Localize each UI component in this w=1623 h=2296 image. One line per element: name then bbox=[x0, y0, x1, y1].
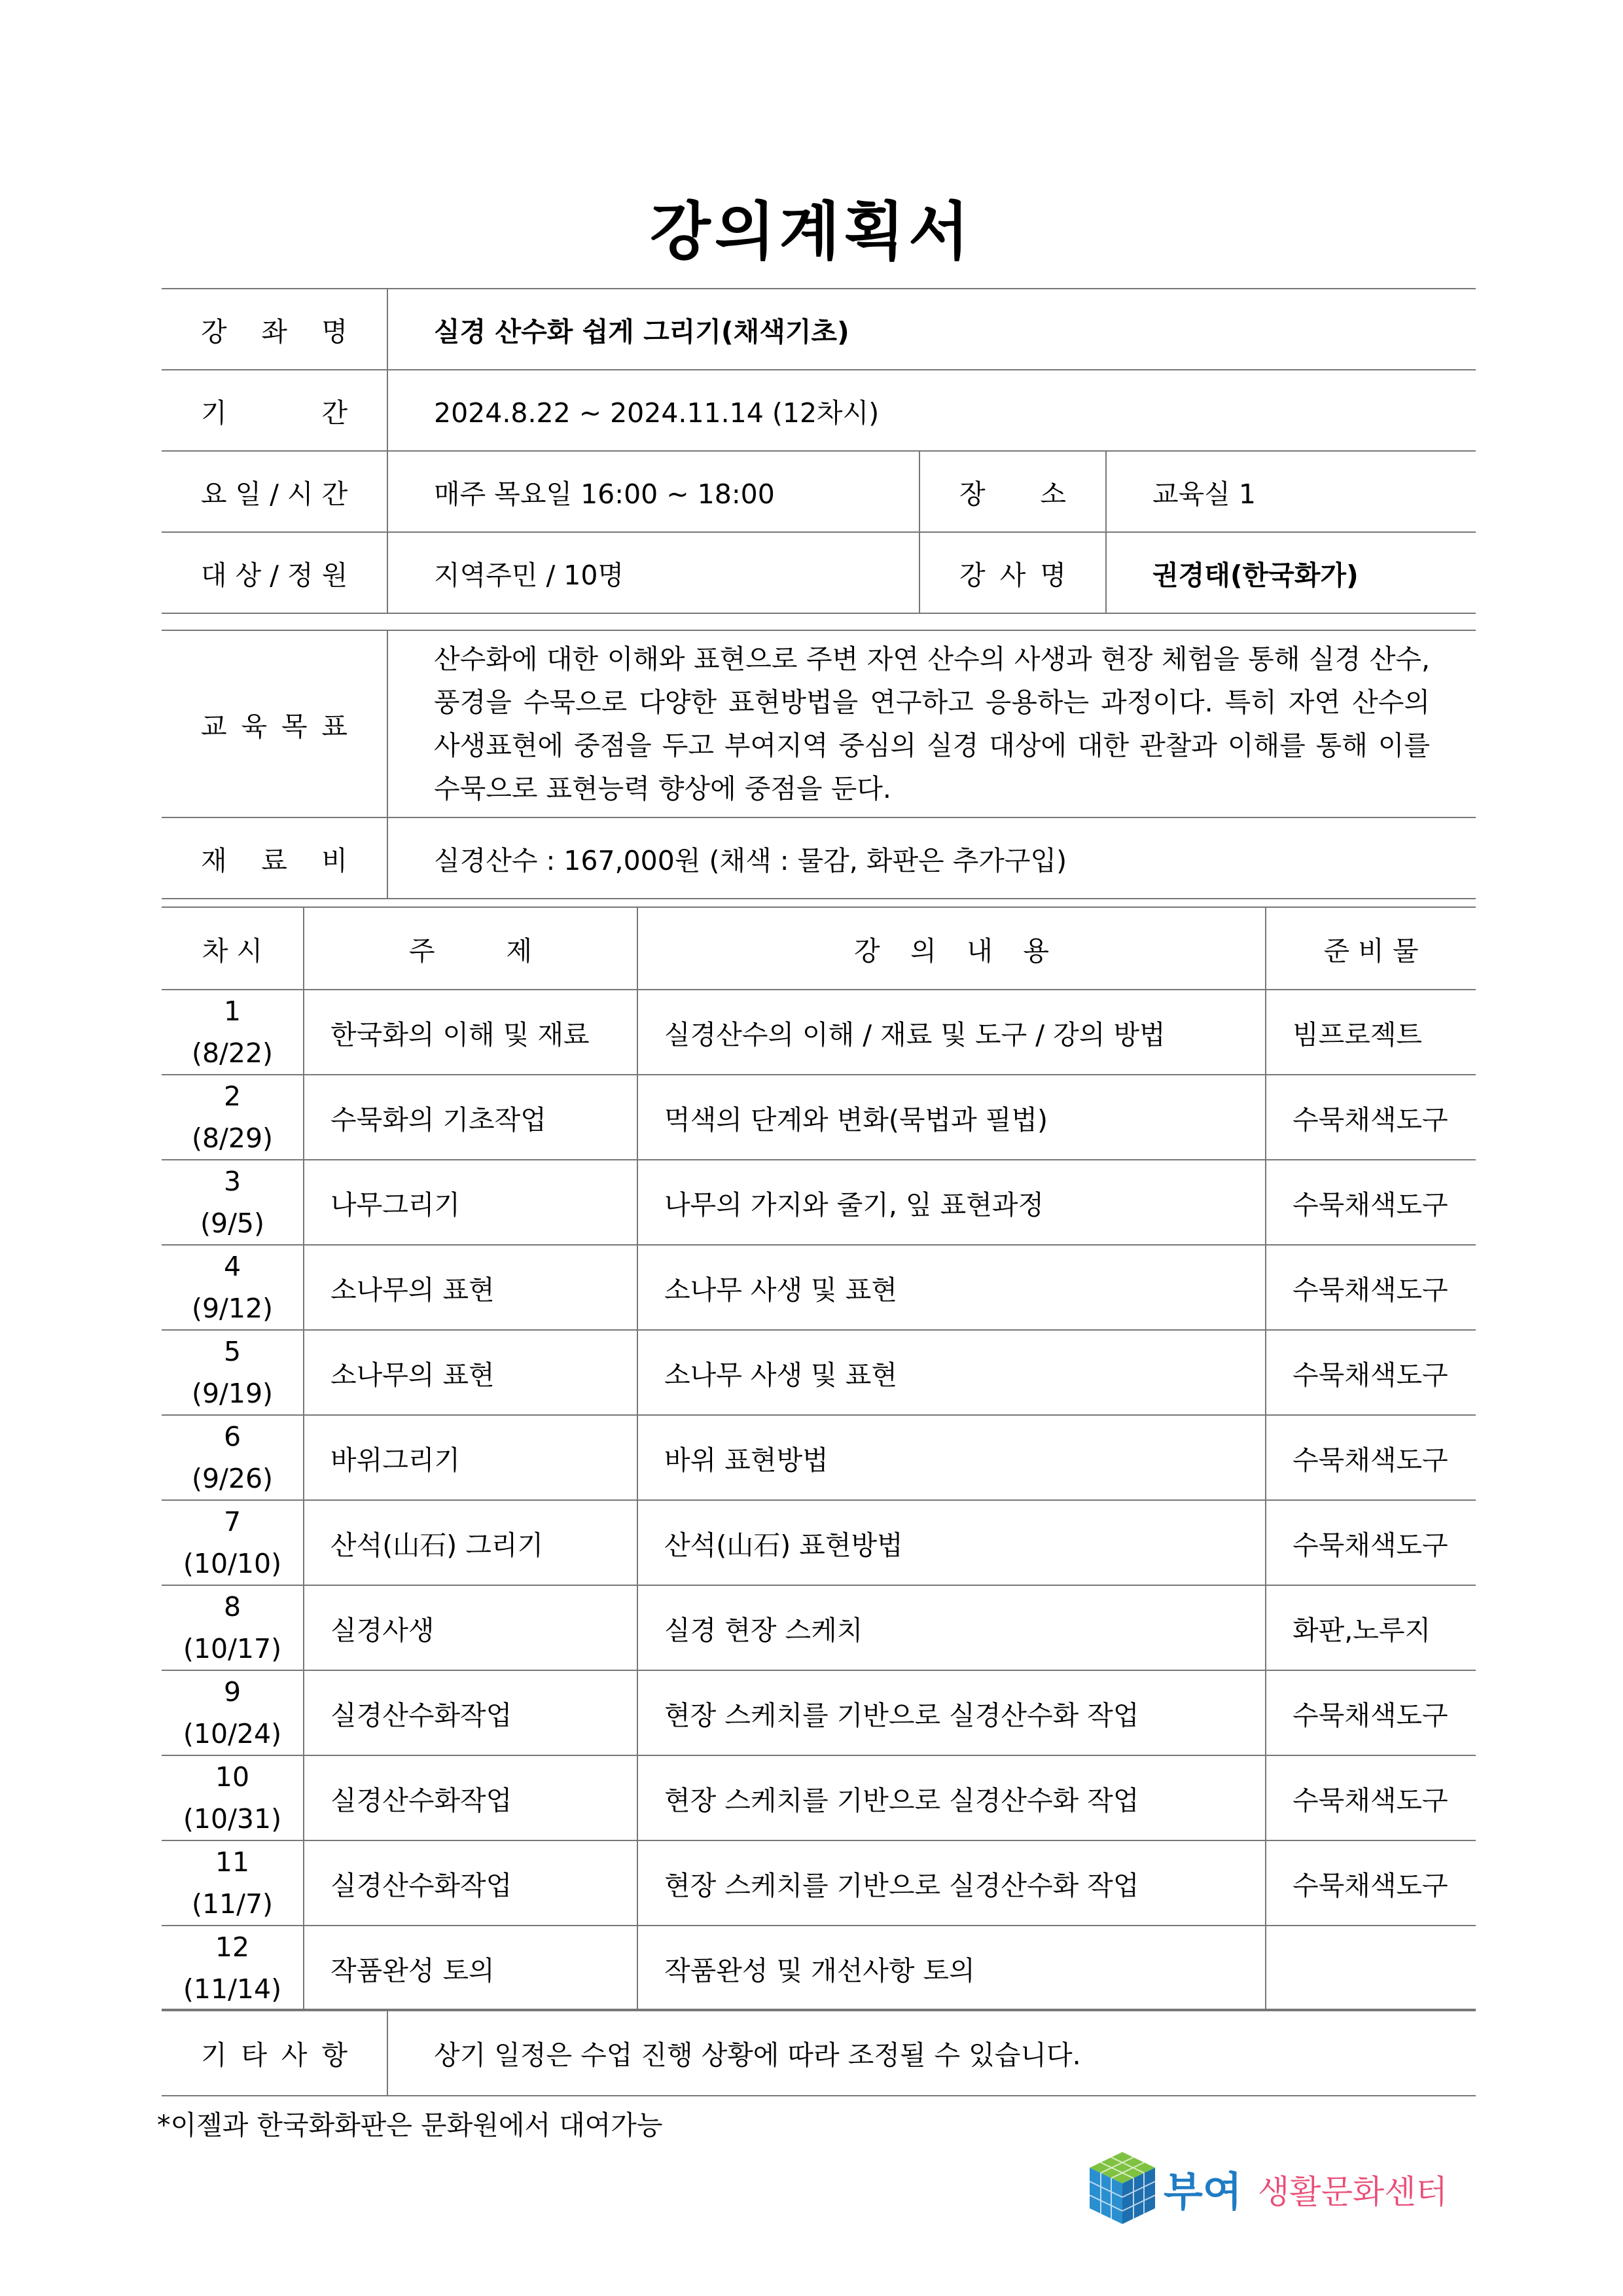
session-date: (8/22) bbox=[191, 1037, 274, 1069]
session-content: 먹색의 단계와 변화(묵법과 필법) bbox=[637, 1075, 1266, 1160]
session-topic: 바위그리기 bbox=[304, 1415, 637, 1500]
session-content: 현장 스케치를 기반으로 실경산수화 작업 bbox=[637, 1840, 1266, 1926]
schedule-row bbox=[162, 1840, 1476, 1926]
schedule-row bbox=[162, 1245, 1476, 1330]
session-prep: 빔프로젝트 bbox=[1266, 990, 1476, 1075]
period-value: 2024.8.22 ~ 2024.11.14 (12차시) bbox=[387, 370, 1476, 451]
header-topic: 주 제 bbox=[304, 907, 637, 990]
place-value: 교육실 1 bbox=[1106, 451, 1476, 532]
course-label: 강 좌 명 bbox=[162, 289, 387, 370]
session-prep: 수묵채색도구 bbox=[1266, 1670, 1476, 1755]
material-label: 재 료 비 bbox=[162, 817, 387, 899]
material-value: 실경산수 : 167,000원 (채색 : 물감, 화판은 추가구입) bbox=[387, 817, 1476, 899]
session-prep bbox=[1266, 1926, 1476, 2011]
session-content: 바위 표현방법 bbox=[637, 1415, 1266, 1500]
session-number bbox=[162, 1075, 304, 1160]
session-no: 5 bbox=[223, 1336, 241, 1367]
row-material bbox=[162, 817, 1476, 899]
goal-text: 산수화에 대한 이해와 표현으로 주변 자연 산수의 사생과 현장 체험을 통해 실경 산수, 풍경을 수묵으로 다양한 표현방법을 연구하고 응용하는 과정이다. 특히 자연 산수의 사생표현에 중점을 두고 부여지역 중심의 실경 대상에 대한 관찰과 이해를 통해 이를 수묵으로 표현능력 향상에 중점을 둔다. bbox=[387, 630, 1476, 817]
header-session: 차 시 bbox=[162, 907, 304, 990]
row-target-instructor bbox=[162, 532, 1476, 613]
schedule-row bbox=[162, 990, 1476, 1075]
session-no: 6 bbox=[223, 1421, 241, 1452]
goal-table bbox=[162, 630, 1476, 899]
etc-label: 기 타 사 항 bbox=[162, 2009, 387, 2096]
session-no: 7 bbox=[223, 1506, 241, 1537]
etc-table bbox=[162, 2009, 1476, 2096]
session-number bbox=[162, 990, 304, 1075]
session-prep: 수묵채색도구 bbox=[1266, 1415, 1476, 1500]
session-content: 현장 스케치를 기반으로 실경산수화 작업 bbox=[637, 1755, 1266, 1840]
session-topic: 나무그리기 bbox=[304, 1160, 637, 1245]
page-title: 강의계획서 bbox=[650, 195, 973, 268]
session-prep: 화판,노루지 bbox=[1266, 1585, 1476, 1670]
schedule-row bbox=[162, 1585, 1476, 1670]
row-goal bbox=[162, 630, 1476, 817]
schedule-row bbox=[162, 1755, 1476, 1840]
session-content: 실경 현장 스케치 bbox=[637, 1585, 1266, 1670]
session-prep: 수묵채색도구 bbox=[1266, 1330, 1476, 1415]
session-content: 산석(山石) 표현방법 bbox=[637, 1500, 1266, 1585]
session-date: (10/10) bbox=[183, 1548, 282, 1579]
session-no: 9 bbox=[223, 1676, 241, 1708]
schedule-row bbox=[162, 1330, 1476, 1415]
schedule-row bbox=[162, 1926, 1476, 2011]
session-topic: 실경산수화작업 bbox=[304, 1840, 637, 1926]
row-period bbox=[162, 370, 1476, 451]
session-date: (11/14) bbox=[183, 1973, 282, 2005]
logo-cube-icon bbox=[1086, 2147, 1479, 2232]
instructor-value: 권경태(한국화가) bbox=[1106, 532, 1476, 613]
session-no: 8 bbox=[223, 1591, 241, 1623]
session-topic: 실경산수화작업 bbox=[304, 1670, 637, 1755]
session-prep: 수묵채색도구 bbox=[1266, 1245, 1476, 1330]
session-content: 소나무 사생 및 표현 bbox=[637, 1245, 1266, 1330]
session-date: (9/26) bbox=[191, 1463, 274, 1494]
schedule-time-label: 요 일 / 시 간 bbox=[162, 451, 387, 532]
session-date: (9/19) bbox=[191, 1378, 274, 1409]
schedule-row bbox=[162, 1500, 1476, 1585]
logo-name: 부여 bbox=[1164, 2168, 1242, 2215]
schedule-row bbox=[162, 1160, 1476, 1245]
session-no: 4 bbox=[223, 1251, 241, 1282]
course-name: 실경 산수화 쉽게 그리기(채색기초) bbox=[387, 289, 1476, 370]
session-content: 현장 스케치를 기반으로 실경산수화 작업 bbox=[637, 1670, 1266, 1755]
session-prep: 수묵채색도구 bbox=[1266, 1840, 1476, 1926]
session-number bbox=[162, 1670, 304, 1755]
session-content: 소나무 사생 및 표현 bbox=[637, 1330, 1266, 1415]
session-number bbox=[162, 1160, 304, 1245]
session-number bbox=[162, 1245, 304, 1330]
place-label: 장 소 bbox=[919, 451, 1106, 532]
session-number bbox=[162, 1755, 304, 1840]
session-number bbox=[162, 1840, 304, 1926]
session-prep: 수묵채색도구 bbox=[1266, 1500, 1476, 1585]
session-content: 실경산수의 이해 / 재료 및 도구 / 강의 방법 bbox=[637, 990, 1266, 1075]
session-date: (9/12) bbox=[191, 1293, 274, 1324]
instructor-label: 강 사 명 bbox=[919, 532, 1106, 613]
session-no: 3 bbox=[223, 1166, 241, 1197]
session-no: 2 bbox=[223, 1081, 241, 1112]
session-date: (11/7) bbox=[191, 1888, 274, 1920]
goal-label: 교 육 목 표 bbox=[162, 630, 387, 817]
session-topic: 작품완성 토의 bbox=[304, 1926, 637, 2011]
session-number bbox=[162, 1926, 304, 2011]
target-value: 지역주민 / 10명 bbox=[387, 532, 919, 613]
session-no: 1 bbox=[223, 996, 241, 1027]
session-no: 12 bbox=[215, 1931, 250, 1963]
session-no: 10 bbox=[215, 1761, 250, 1793]
session-date: (9/5) bbox=[200, 1208, 264, 1239]
session-number bbox=[162, 1585, 304, 1670]
session-topic: 산석(山石) 그리기 bbox=[304, 1500, 637, 1585]
etc-value: 상기 일정은 수업 진행 상황에 따라 조정될 수 있습니다. bbox=[387, 2009, 1476, 2096]
session-topic: 수묵화의 기초작업 bbox=[304, 1075, 637, 1160]
period-label: 기 간 bbox=[162, 370, 387, 451]
footnote: *이젤과 한국화화판은 문화원에서 대여가능 bbox=[157, 2109, 663, 2141]
session-number bbox=[162, 1330, 304, 1415]
session-topic: 실경사생 bbox=[304, 1585, 637, 1670]
session-topic: 실경산수화작업 bbox=[304, 1755, 637, 1840]
course-info-table bbox=[162, 288, 1476, 614]
session-topic: 소나무의 표현 bbox=[304, 1330, 637, 1415]
session-number bbox=[162, 1500, 304, 1585]
header-prep: 준 비 물 bbox=[1266, 907, 1476, 990]
session-topic: 소나무의 표현 bbox=[304, 1245, 637, 1330]
logo bbox=[1086, 2147, 1479, 2232]
row-etc bbox=[162, 2009, 1476, 2096]
session-date: (10/17) bbox=[183, 1633, 282, 1664]
session-content: 나무의 가지와 줄기, 잎 표현과정 bbox=[637, 1160, 1266, 1245]
session-no: 11 bbox=[215, 1846, 250, 1878]
session-date: (10/31) bbox=[183, 1803, 282, 1835]
session-date: (10/24) bbox=[183, 1718, 282, 1749]
row-course bbox=[162, 289, 1476, 370]
schedule-table bbox=[162, 906, 1476, 2011]
session-topic: 한국화의 이해 및 재료 bbox=[304, 990, 637, 1075]
session-number bbox=[162, 1415, 304, 1500]
schedule-header-row bbox=[162, 907, 1476, 990]
session-prep: 수묵채색도구 bbox=[1266, 1160, 1476, 1245]
schedule-row bbox=[162, 1415, 1476, 1500]
target-label: 대 상 / 정 원 bbox=[162, 532, 387, 613]
logo-subtitle: 생활문화센터 bbox=[1258, 2173, 1448, 2211]
session-prep: 수묵채색도구 bbox=[1266, 1075, 1476, 1160]
session-content: 작품완성 및 개선사항 토의 bbox=[637, 1926, 1266, 2011]
schedule-row bbox=[162, 1670, 1476, 1755]
schedule-time-value: 매주 목요일 16:00 ~ 18:00 bbox=[387, 451, 919, 532]
schedule-row bbox=[162, 1075, 1476, 1160]
session-prep: 수묵채색도구 bbox=[1266, 1755, 1476, 1840]
header-content: 강 의 내 용 bbox=[637, 907, 1266, 990]
session-date: (8/29) bbox=[191, 1122, 274, 1154]
row-time-place bbox=[162, 451, 1476, 532]
